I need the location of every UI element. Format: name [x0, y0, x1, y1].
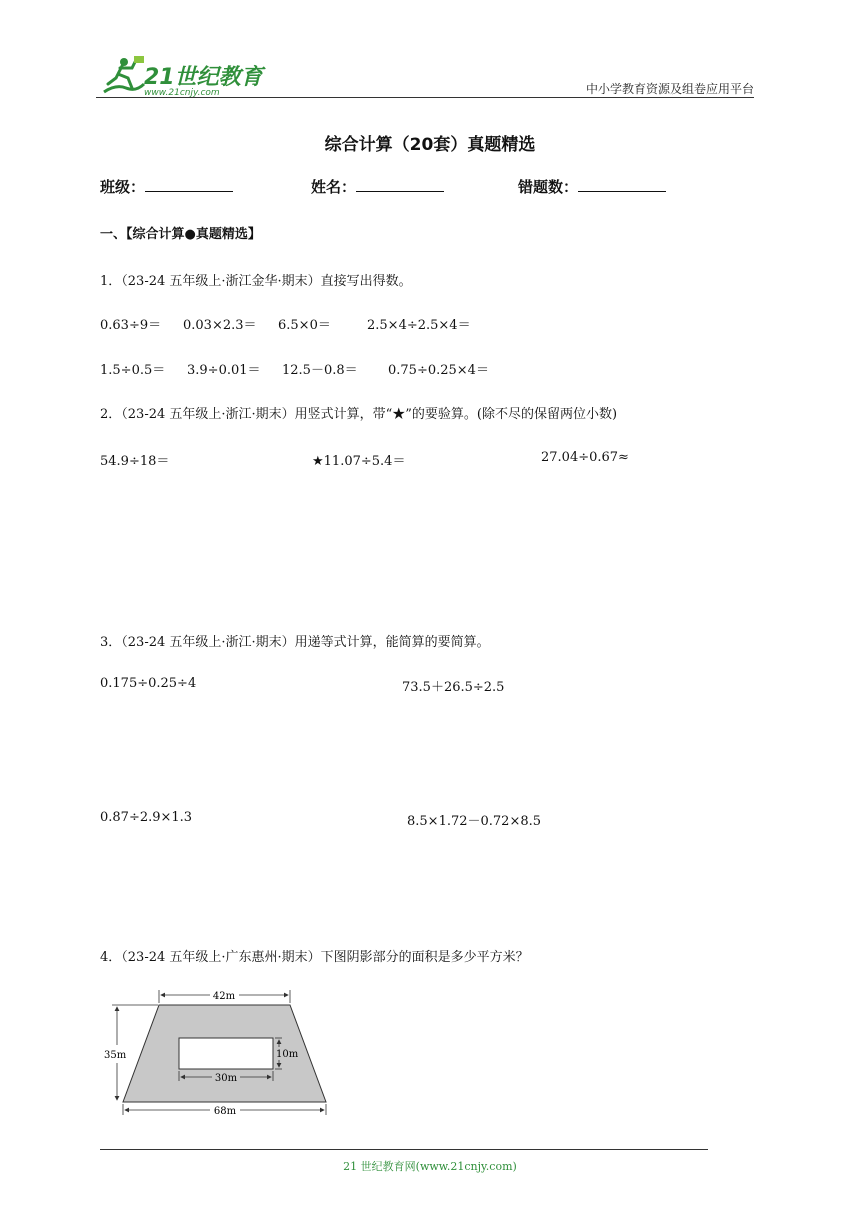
q2-expr: 54.9÷18＝ — [100, 454, 170, 469]
q1-expr: 2.5×4÷2.5×4＝ — [367, 318, 471, 333]
height-label: 35m — [104, 1050, 127, 1061]
header-platform-text: 中小学教育资源及组卷应用平台 — [585, 82, 754, 96]
name-label: 姓名： — [311, 178, 357, 196]
errors-field — [518, 176, 666, 197]
rect-width-label: 30m — [214, 1073, 238, 1084]
class-blank — [145, 177, 233, 192]
logo-text: 21世纪教育 — [144, 65, 263, 90]
footer-divider — [100, 1149, 708, 1150]
q3-expr: 0.175÷0.25÷4 — [100, 676, 197, 691]
q2-expr: 27.04÷0.67≈ — [541, 450, 629, 465]
page-title: 综合计算（20套）真题精选 — [324, 135, 536, 155]
question-3-stem: 3．（23-24 五年级上·浙江·期末）用递等式计算，能简算的要简算。 — [100, 635, 490, 650]
section-heading: 一、【综合计算●真题精选】 — [100, 227, 261, 242]
q1-expr: 6.5×0＝ — [278, 318, 331, 333]
class-label: 班级： — [100, 178, 146, 196]
bottom-base-label: 68m — [213, 1106, 237, 1117]
runner-logo-icon — [96, 54, 146, 98]
q1-expr: 0.63÷9＝ — [100, 318, 162, 333]
question-4-stem: 4．（23-24 五年级上·广东惠州·期末）下图阴影部分的面积是多少平方米？ — [100, 950, 529, 965]
class-field — [100, 176, 233, 197]
trapezoid-figure — [100, 985, 340, 1120]
errors-blank — [578, 177, 666, 192]
question-2-stem: 2．（23-24 五年级上·浙江·期末）用竖式计算，带“★”的要验算。(除不尽的保留两位小数) — [100, 407, 618, 422]
logo-url: www.21cnjy.com — [144, 88, 220, 98]
question-1-stem: 1．（23-24 五年级上·浙江金华·期末）直接写出得数。 — [100, 274, 412, 289]
name-blank — [356, 177, 444, 192]
header-divider — [96, 97, 754, 98]
errors-label: 错题数： — [518, 178, 579, 196]
footer-text: 21 世纪教育网(www.21cnjy.com) — [343, 1160, 517, 1173]
site-logo — [96, 54, 276, 100]
top-base-label: 42m — [212, 991, 236, 1002]
q1-expr: 12.5－0.8＝ — [282, 363, 358, 378]
q1-expr: 0.75÷0.25×4＝ — [388, 363, 489, 378]
q3-expr: 8.5×1.72－0.72×8.5 — [407, 814, 542, 829]
inner-rectangle — [179, 1038, 273, 1069]
q3-expr: 73.5＋26.5÷2.5 — [402, 680, 505, 695]
rect-height-label: 10m — [276, 1049, 299, 1060]
q2-expr: ★11.07÷5.4＝ — [312, 454, 406, 469]
q1-expr: 0.03×2.3＝ — [183, 318, 257, 333]
q1-expr: 3.9÷0.01＝ — [187, 363, 261, 378]
q1-expr: 1.5÷0.5＝ — [100, 363, 166, 378]
name-field — [311, 176, 444, 197]
q3-expr: 0.87÷2.9×1.3 — [100, 810, 193, 825]
